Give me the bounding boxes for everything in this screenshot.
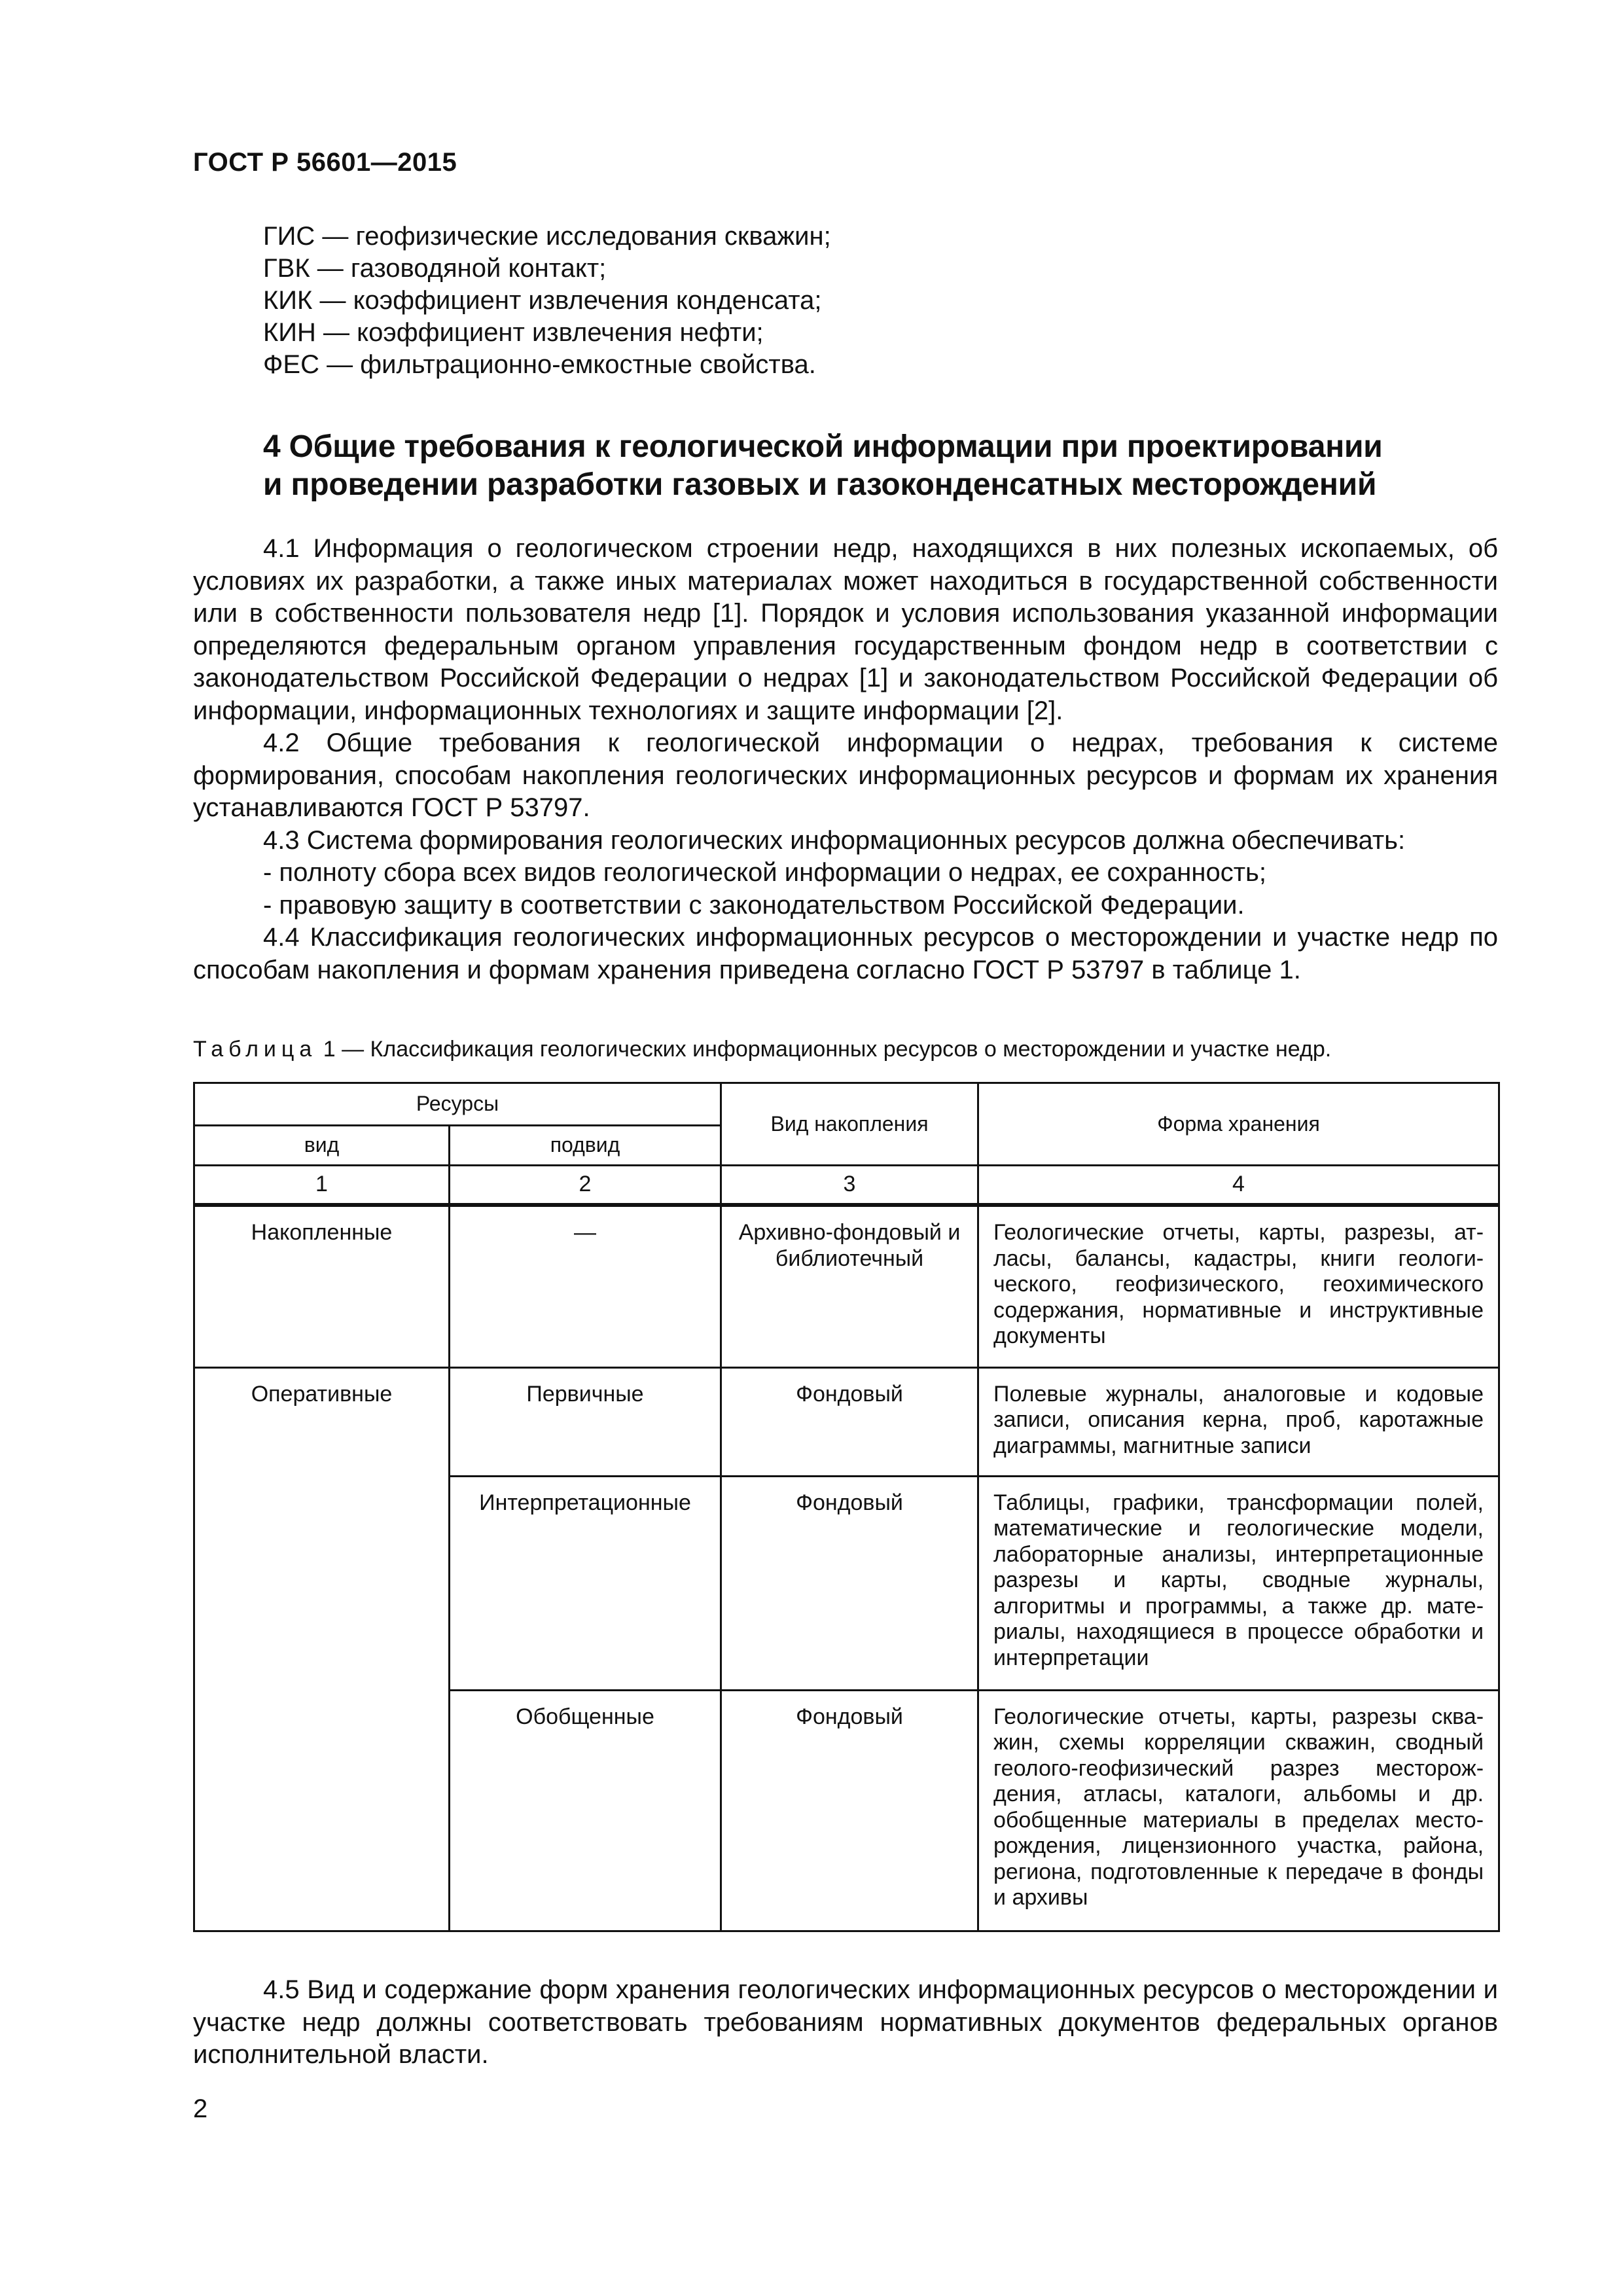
cell-subtype: Обобщенные — [450, 1690, 721, 1931]
abbreviation-item: ФЕС — фильтрационно-емкостные свойства. — [263, 350, 816, 379]
header-accumulation: Вид накопления — [721, 1083, 978, 1166]
abbreviation-item: КИК — коэффициент извлечения конденсата; — [263, 286, 822, 315]
header-subtype: подвид — [450, 1126, 721, 1166]
cell-type: Накопленные — [194, 1205, 450, 1367]
paragraph-4-4: 4.4 Классификация геологических информационных ресурсов о месторождении и участке недр по способам накопления и формам хранения приведена согласно ГОСТ Р 53797 в таблице 1. — [193, 923, 1498, 984]
paragraph-4-5: 4.5 Вид и содержание форм хранения геологических информационных ресурсов о месторождении и участке недр должны соответствовать требованиям нормативных документов федеральных органов исполнительной власти. — [193, 1975, 1498, 2069]
table-caption-text: 1 — Классификация геологических информационных ресурсов о месторождении и участке недр. — [317, 1037, 1332, 1062]
paragraph-4-1: 4.1 Информация о геологическом строении недр, находящихся в них полезных ископаемых, об условиях их разработки, а также иных материалах может находиться в государственной собственности или в собственности пользователя недр [1]. Порядок и условия использования указанной информации определяются федеральным органом управления государственным фондом недр в соответствии с законодательством Российской Федерации о недрах [1] и законодательством Российской Федерации об информации, информационных технологиях и защите информации [2]. — [193, 534, 1498, 725]
cell-subtype: — — [450, 1205, 721, 1367]
table-row — [194, 1367, 1499, 1476]
paragraph-4-2: 4.2 Общие требования к геологической информации о недрах, требования к системе формирования, способам накопления геологических информационных ресурсов и формам их хранения устанавливаются ГОСТ Р 53797. — [193, 728, 1498, 822]
page-number: 2 — [193, 2094, 208, 2123]
document-code: ГОСТ Р 56601—2015 — [193, 148, 457, 177]
bullet-item: - правовую защиту в соответствии с законодательством Российской Федерации. — [263, 890, 1245, 920]
section-heading — [263, 428, 1507, 504]
column-number: 2 — [450, 1166, 721, 1206]
section-title-line: и проведении разработки газовых и газоконденсатных месторождений — [263, 467, 1377, 502]
cell-storage: Геологические отчеты, карты, разрезы скважин, схемы корреляции скважин, сводный геолого-геофизический разрез месторождения, атласы, каталоги, альбомы и др. обобщенные материалы в пределах месторождения, лицензионного участка, района, региона, подготовленные к передаче в фонды и архивы — [978, 1690, 1499, 1931]
abbreviation-item: ГИС — геофизические исследования скважин; — [263, 222, 831, 251]
cell-storage: Таблицы, графики, трансформации полей, математические и геологические модели, лабораторные анализы, интерпретационные разрезы и карты, сводные журналы, алгоритмы и программы, а также др. материалы, находящиеся в процессе обработки и интерпретации — [978, 1476, 1499, 1690]
table-caption — [193, 1037, 1502, 1062]
body-text — [193, 533, 1498, 986]
column-number: 3 — [721, 1166, 978, 1206]
abbreviation-list — [263, 221, 1507, 381]
section-title-line: 4 Общие требования к геологической информации при проектировании — [263, 429, 1383, 464]
table-row — [194, 1205, 1499, 1367]
table-caption-label: Таблица — [193, 1037, 317, 1062]
cell-accumulation: Архивно-фондовый и библиотечный — [721, 1205, 978, 1367]
header-storage: Форма хранения — [978, 1083, 1499, 1166]
column-number-row — [194, 1166, 1499, 1206]
cell-subtype: Интерпретационные — [450, 1476, 721, 1690]
table-header-row — [194, 1083, 1499, 1126]
resources-table — [193, 1082, 1500, 1932]
body-text-after-table — [193, 1974, 1498, 2072]
cell-storage: Геологические отчеты, карты, разрезы, атласы, балансы, кадастры, книги геологического, геофизического, геохимического содержания, нормативные и инструктивные документы — [978, 1205, 1499, 1367]
cell-storage: Полевые журналы, аналоговые и кодовые записи, описания керна, проб, каротажные диаграммы, магнитные записи — [978, 1367, 1499, 1476]
column-number: 4 — [978, 1166, 1499, 1206]
header-type: вид — [194, 1126, 450, 1166]
cell-subtype: Первичные — [450, 1367, 721, 1476]
cell-accumulation: Фондовый — [721, 1476, 978, 1690]
cell-accumulation: Фондовый — [721, 1690, 978, 1931]
abbreviation-item: ГВК — газоводяной контакт; — [263, 254, 607, 283]
column-number: 1 — [194, 1166, 450, 1206]
paragraph-4-3: 4.3 Система формирования геологических информационных ресурсов должна обеспечивать: — [263, 825, 1406, 855]
cell-type: Оперативные — [194, 1367, 450, 1931]
bullet-item: - полноту сбора всех видов геологической информации о недрах, ее сохранность; — [263, 858, 1266, 887]
cell-accumulation: Фондовый — [721, 1367, 978, 1476]
abbreviation-item: КИН — коэффициент извлечения нефти; — [263, 318, 764, 347]
header-resources: Ресурсы — [194, 1083, 721, 1126]
